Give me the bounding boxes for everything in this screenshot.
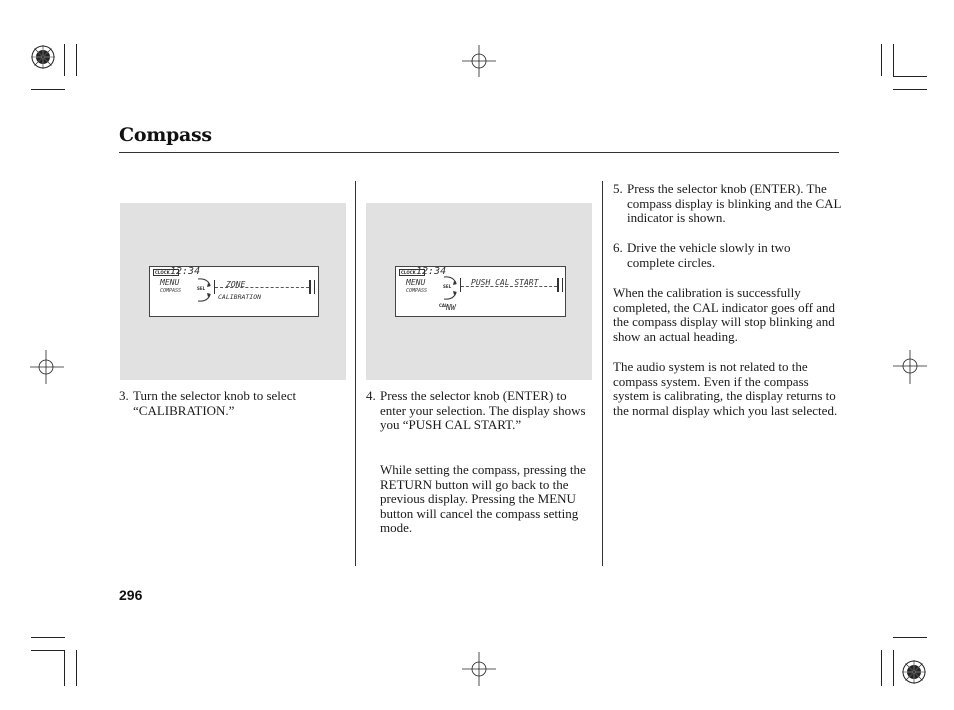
crop-mark [893, 89, 927, 90]
crop-mark [881, 650, 882, 686]
sel-label: SEL [197, 286, 206, 291]
step-number: 6. [613, 240, 623, 255]
column-divider [602, 181, 603, 566]
submenu-label: COMPASS [406, 288, 428, 294]
crop-mark [31, 637, 65, 638]
sel-label: SEL [443, 284, 452, 289]
registration-target-right [893, 350, 927, 384]
header-rule [119, 152, 839, 153]
crop-mark [881, 44, 882, 76]
option-zone: ZONE [226, 280, 246, 289]
crop-mark [76, 44, 77, 76]
clock-label: CLOCK [399, 269, 425, 276]
registration-target-bottom [462, 652, 496, 686]
step-3 [119, 389, 341, 418]
crop-mark [64, 650, 65, 686]
clock-label: CLOCK [153, 269, 179, 276]
step-number: 5. [613, 181, 623, 196]
lcd-display-2 [395, 266, 566, 317]
push-cal-start-message: PUSH CAL START [471, 278, 539, 287]
figure-panel-1 [120, 203, 346, 380]
crop-mark [76, 650, 77, 686]
registration-mark-bottom-right [898, 656, 930, 688]
submenu-label: COMPASS [160, 288, 182, 294]
crop-mark [893, 650, 894, 686]
crop-mark [31, 89, 65, 90]
step-6 [613, 241, 841, 270]
column-divider [355, 181, 356, 566]
section-title: Compass [119, 124, 212, 146]
menu-label: MENU [406, 278, 426, 287]
crop-mark [893, 76, 927, 77]
step-text: Press the selector knob (ENTER) to enter your selection. The display shows you “PUSH CAL START.” [380, 388, 586, 433]
registration-target-left [30, 350, 64, 384]
audio-system-paragraph: The audio system is not related to the compass system. Even if the compass system is calibrating, the display returns to the normal display which you last selected. [613, 359, 838, 418]
step-number: 3. [119, 388, 129, 403]
step-text: Turn the selector knob to select “CALIBRATION.” [133, 388, 297, 418]
figure-panel-2 [366, 203, 592, 380]
step-text: Press the selector knob (ENTER). The compass display is blinking and the CAL indicator is shown. [627, 181, 841, 226]
compass-heading: NW [446, 303, 456, 312]
option-calibration: CALIBRATION [218, 293, 262, 301]
compass-setting-note: While setting the compass, pressing the RETURN button will go back to the previous display. Pressing the MENU button will cancel the compass setting mode. [380, 462, 586, 536]
menu-label: MENU [160, 278, 180, 287]
bracket-end [310, 280, 315, 294]
step-number: 4. [366, 388, 376, 403]
lcd-display-1 [149, 266, 319, 317]
crop-mark [31, 650, 65, 651]
calibration-complete-paragraph: When the calibration is successfully completed, the CAL indicator goes off and the compass display will stop blinking and show an actual heading. [613, 285, 836, 344]
crop-mark [64, 44, 65, 76]
registration-target-top [462, 45, 496, 79]
page-number: 296 [119, 587, 143, 603]
bracket-end [558, 278, 563, 292]
step-4 [366, 389, 590, 433]
cal-indicator: CAL [439, 303, 448, 308]
step-text: Drive the vehicle slowly in two complete circles. [627, 240, 791, 270]
crop-mark [893, 637, 927, 638]
step-5 [613, 182, 841, 226]
clock-time: 12:34 [170, 266, 201, 277]
clock-time: 12:34 [416, 266, 447, 277]
crop-mark [893, 44, 894, 76]
